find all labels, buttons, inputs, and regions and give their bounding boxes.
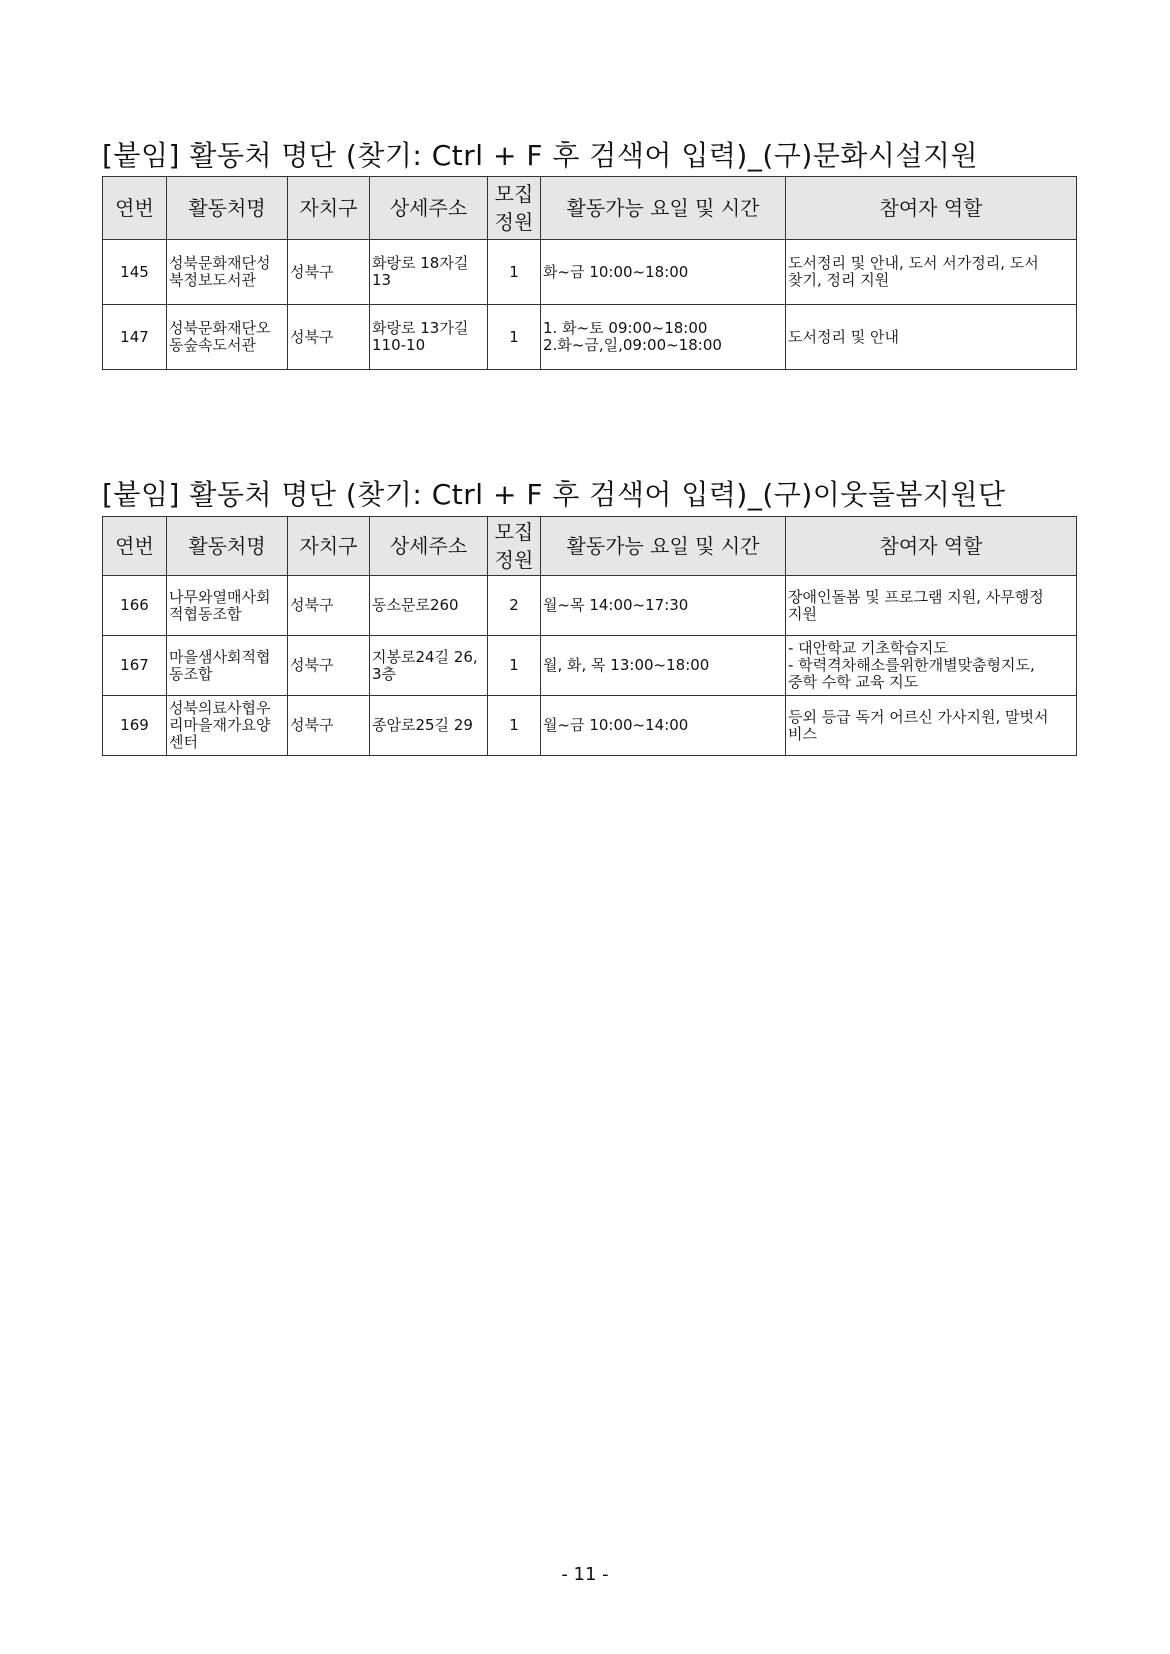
cell-district: 성북구 (288, 636, 370, 696)
header-time: 활동가능 요일 및 시간 (541, 177, 786, 240)
cell-time (541, 696, 786, 756)
header-no: 연번 (103, 517, 167, 576)
roster-table-cultural-facilities (102, 176, 1077, 370)
cell-address-line: 종암로25길 29 (372, 716, 473, 734)
cell-name (167, 696, 288, 756)
cell-name-line: 센터 (169, 733, 198, 751)
cell-name-line: 마을샘사회적협 (169, 647, 271, 666)
header-capacity: 모집 정원 (488, 177, 541, 240)
header-role: 참여자 역할 (786, 177, 1077, 240)
cell-role-line: 등외 등급 독거 어르신 가사지원, 말벗서 (788, 707, 1049, 726)
cell-address-line: 지봉로24길 26, (372, 647, 478, 666)
header-district: 자치구 (288, 177, 370, 240)
cell-time (541, 576, 786, 636)
cell-no: 145 (103, 240, 167, 305)
cell-name (167, 240, 288, 305)
cell-name-line: 동조합 (169, 664, 213, 683)
cell-district: 성북구 (288, 576, 370, 636)
section-title-neighbor-care: [붙임] 활동처 명단 (찾기: Ctrl + F 후 검색어 입력)_(구)이웃돌봄지원단 (102, 478, 1006, 511)
cell-no: 167 (103, 636, 167, 696)
table-row (103, 240, 1077, 305)
cell-capacity: 1 (488, 636, 541, 696)
cell-no: 166 (103, 576, 167, 636)
cell-capacity: 1 (488, 240, 541, 305)
cell-role-line: 도서정리 및 안내 (788, 327, 899, 346)
header-time: 활동가능 요일 및 시간 (541, 517, 786, 576)
cell-role (786, 305, 1077, 370)
table-body (103, 240, 1077, 370)
cell-role-line: 비스 (788, 724, 817, 743)
cell-district: 성북구 (288, 305, 370, 370)
page-number: - 11 - (561, 1564, 609, 1585)
header-capacity: 모집 정원 (488, 517, 541, 576)
cell-address-line: 110-10 (372, 336, 426, 354)
cell-address (370, 576, 488, 636)
cell-time-line: 2.화~금,일,09:00~18:00 (543, 336, 722, 354)
cell-role (786, 576, 1077, 636)
cell-no: 147 (103, 305, 167, 370)
cell-name-line: 나무와열매사회 (169, 587, 271, 606)
cell-role-line: 도서정리 및 안내, 도서 서가정리, 도서 (788, 254, 1039, 272)
table-row (103, 576, 1077, 636)
cell-name-line: 성북문화재단성 (169, 254, 271, 272)
cell-time-line: 화~금 10:00~18:00 (543, 262, 689, 281)
cell-role-line: 중학 수학 교육 지도 (788, 673, 919, 691)
cell-address-line: 화랑로 13가길 (372, 319, 469, 337)
cell-name (167, 305, 288, 370)
cell-district: 성북구 (288, 240, 370, 305)
cell-time (541, 240, 786, 305)
cell-address-line: 동소문로260 (372, 596, 459, 614)
cell-name-line: 성북의료사협우 (169, 699, 271, 717)
cell-time (541, 305, 786, 370)
header-name: 활동처명 (167, 177, 288, 240)
cell-name-line: 성북문화재단오 (169, 319, 271, 337)
table-row (103, 305, 1077, 370)
cell-time-line: 월~목 14:00~17:30 (543, 596, 689, 614)
cell-role-line: - 대안학교 기초학습지도 (788, 639, 948, 657)
cell-name (167, 576, 288, 636)
cell-time-line: 월~금 10:00~14:00 (543, 716, 689, 734)
cell-time-line: 1. 화~토 09:00~18:00 (543, 319, 708, 337)
header-name: 활동처명 (167, 517, 288, 576)
table-header-row (103, 177, 1077, 240)
table-row (103, 636, 1077, 696)
section-title-cultural-facilities: [붙임] 활동처 명단 (찾기: Ctrl + F 후 검색어 입력)_(구)문화시설지원 (102, 139, 979, 172)
cell-time-line: 월, 화, 목 13:00~18:00 (543, 656, 710, 674)
cell-no: 169 (103, 696, 167, 756)
cell-district: 성북구 (288, 696, 370, 756)
table-header-row (103, 517, 1077, 576)
cell-capacity: 1 (488, 696, 541, 756)
cell-address-line: 3층 (372, 664, 397, 683)
cell-name-line: 리마을재가요양 (169, 716, 271, 734)
cell-name-line: 동숲속도서관 (169, 336, 256, 354)
cell-address (370, 636, 488, 696)
header-role: 참여자 역할 (786, 517, 1077, 576)
header-no: 연번 (103, 177, 167, 240)
cell-role (786, 636, 1077, 696)
cell-name-line: 북정보도서관 (169, 271, 256, 289)
cell-time (541, 636, 786, 696)
cell-capacity: 1 (488, 305, 541, 370)
cell-address (370, 696, 488, 756)
cell-name (167, 636, 288, 696)
header-address: 상세주소 (370, 517, 488, 576)
cell-role (786, 696, 1077, 756)
header-address: 상세주소 (370, 177, 488, 240)
cell-capacity: 2 (488, 576, 541, 636)
cell-address-line: 13 (372, 271, 392, 289)
cell-address (370, 240, 488, 305)
roster-table-neighbor-care (102, 516, 1077, 756)
table-row (103, 696, 1077, 756)
cell-role-line: 장애인돌봄 및 프로그램 지원, 사무행정 (788, 587, 1044, 606)
cell-role-line: 찾기, 정리 지원 (788, 271, 890, 289)
table-body (103, 576, 1077, 756)
cell-role (786, 240, 1077, 305)
cell-address (370, 305, 488, 370)
header-district: 자치구 (288, 517, 370, 576)
cell-name-line: 적협동조합 (169, 604, 242, 623)
cell-address-line: 화랑로 18자길 (372, 254, 469, 272)
cell-role-line: 지원 (788, 604, 817, 623)
cell-role-line: - 학력격차해소를위한개별맞춤형지도, (788, 656, 1035, 674)
